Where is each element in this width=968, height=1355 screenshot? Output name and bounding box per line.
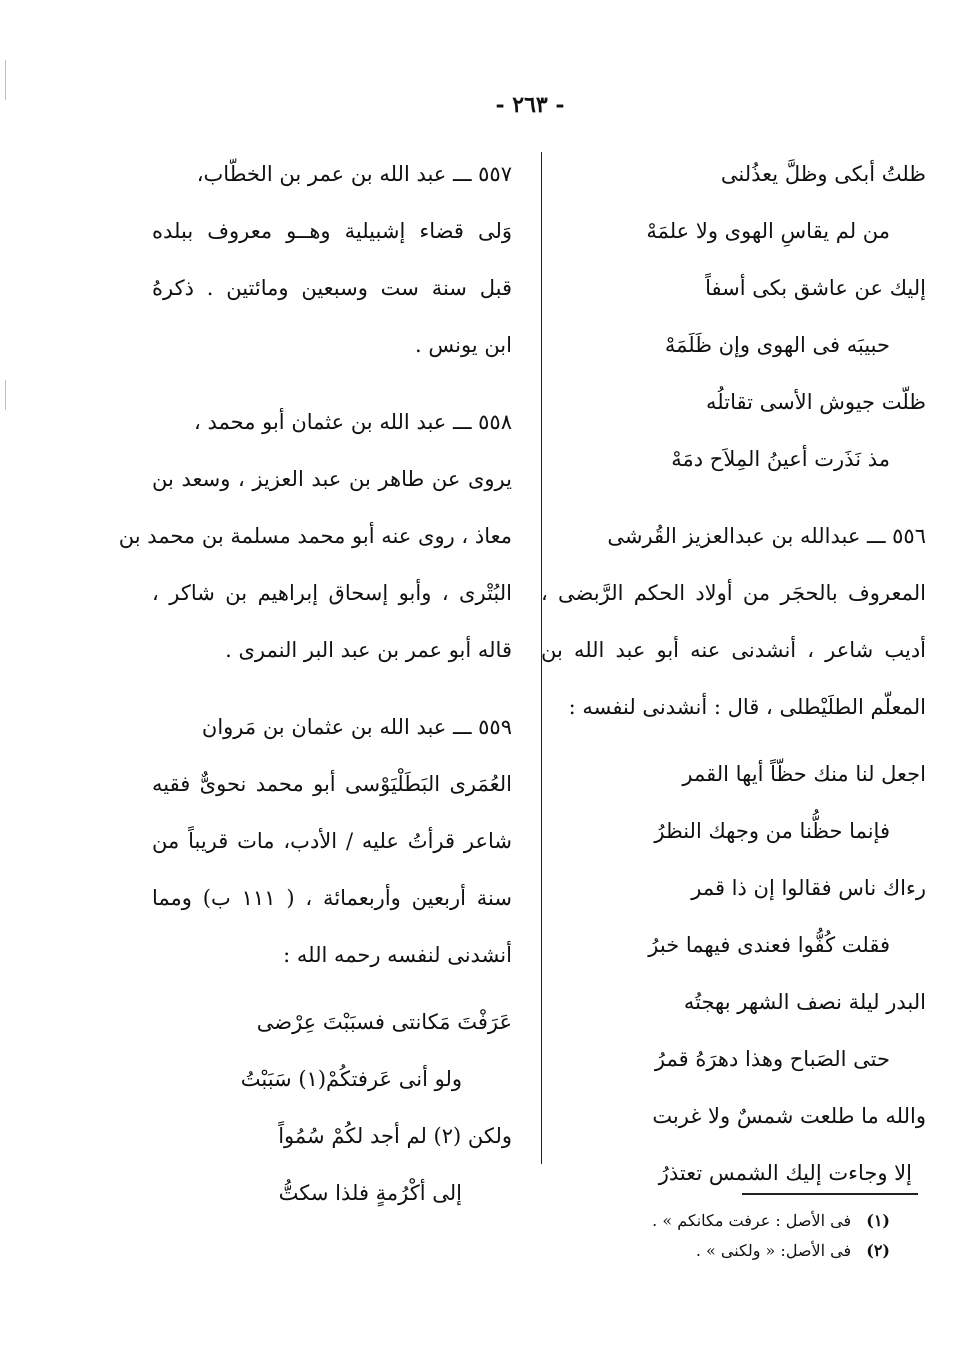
verse-line: حبيبَه فى الهوى وإن ظَلَمَهْ (664, 333, 890, 357)
verse-line: ظلّت جيوش الأسى تقاتلُه (706, 390, 926, 414)
verse-line: اجعل لنا منك حظّاً أيها القمر (682, 762, 926, 786)
entry-text-line: أنشدنى لنفسه رحمه الله : (283, 943, 512, 967)
scan-margin-mark (5, 380, 6, 410)
verse-line: عَرَفْتَ مَكانتى فسبَبْتَ عِرْضى (256, 1010, 512, 1034)
entry-text-line: سنة أربعين وأربعمائة ، ( ١١١ ب) ومما (152, 886, 512, 910)
footnote-text: فى الأصل : عرفت مكانكم » . (652, 1211, 852, 1230)
entry-text-line: ابن يونس . (414, 333, 512, 357)
entry-text-line: البُتْرى ، وأبو إسحاق إبراهيم بن شاكر ، (152, 581, 512, 605)
entry-text-line: معاذ ، روى عنه أبو محمد مسلمة بن محمد بن (118, 524, 512, 548)
verse-line: إلا وجاءت إليك الشمس تعتذرُ (658, 1161, 912, 1185)
footnote-text: فى الأصل: « ولكنى » . (695, 1241, 852, 1260)
entry-text-line: قبل سنة ست وسبعين ومائتين . ذكرهُ (152, 276, 512, 300)
verse-line: فقلت كُفُّوا فعندى فيهما خبرُ (648, 933, 890, 957)
verse-line: إلى أكْرُمةٍ فلذا سكتُّ (278, 1181, 462, 1205)
left-column (118, 146, 512, 1222)
entry-title-557: ٥٥٧ ـــ عبد الله بن عمر بن الخطّاب، (196, 162, 512, 186)
verse-line: فإنما حظُّنا من وجهك النظرُ (654, 819, 890, 843)
entry-title-559: ٥٥٩ ـــ عبد الله بن عثمان بن مَروان (201, 715, 512, 739)
entry-text-line: يروى عن طاهر بن عبد العزيز ، وسعد بن (152, 467, 512, 491)
entry-text-line: المعلّم الطلَيْطلى ، قال : أنشدنى لنفسه : (568, 695, 926, 719)
entry-title-558: ٥٥٨ ـــ عبد الله بن عثمان أبو محمد ، (194, 410, 512, 434)
verse-line: والله ما طلعت شمسٌ ولا غربت (652, 1104, 926, 1128)
footnote-1 (490, 1206, 890, 1236)
entry-text-line: وَلى قضاء إشبيلية وهــو معروف ببلده (152, 219, 512, 243)
entry-text-line: قاله أبو عمر بن عبد البر النمرى . (225, 638, 512, 662)
entry-text-line: شاعر قرأتُ عليه / الأدب، مات قريباً من (152, 829, 512, 853)
scan-margin-mark (5, 60, 6, 100)
footnotes (490, 1206, 890, 1266)
verse-line: حتى الصَباح وهذا دهرَهُ قمرُ (654, 1047, 890, 1071)
entry-text-line: المعروف بالحجَر من أولاد الحكم الرَّبضى ، (541, 581, 926, 605)
entry-text-line: أديب شاعر ، أنشدنى عنه أبو عبد الله بن (541, 638, 926, 662)
verse-line: ولو أنى عَرفتكُمْ(١) سَبَبْتُ (240, 1067, 462, 1091)
entry-text-line: العُمَرى البَطَلْيَوْسى أبو محمد نحوىٌّ فقيه (152, 772, 512, 796)
footnote-separator (742, 1193, 918, 1195)
verse-line: من لم يقاسِ الهوى ولا علمَهْ (646, 219, 890, 243)
verse-line: ولكن (٢) لم أجد لكُمْ سُمُواً (278, 1124, 512, 1148)
footnote-2 (490, 1236, 890, 1266)
entry-title-556: ٥٥٦ ـــ عبدالله بن عبدالعزيز القُرشى (607, 524, 926, 548)
verse-line: مذ نَذَرت أعينُ المِلاَح دمَهْ (671, 447, 890, 471)
verse-line: البدر ليلة نصف الشهر بهجتُه (683, 990, 926, 1014)
verse-line: رءاك ناس فقالوا إن ذا قمر (691, 876, 926, 900)
footnote-number: (١) (866, 1211, 890, 1230)
footnote-number: (٢) (866, 1241, 890, 1260)
right-column (541, 146, 926, 1202)
verse-line: إليك عن عاشق بكى أسفاً (705, 276, 926, 300)
verse-line: ظلتُ أبكى وظلَّ يعذُلنى (720, 162, 926, 186)
page-number: - ٢٦٣ - (495, 92, 565, 118)
